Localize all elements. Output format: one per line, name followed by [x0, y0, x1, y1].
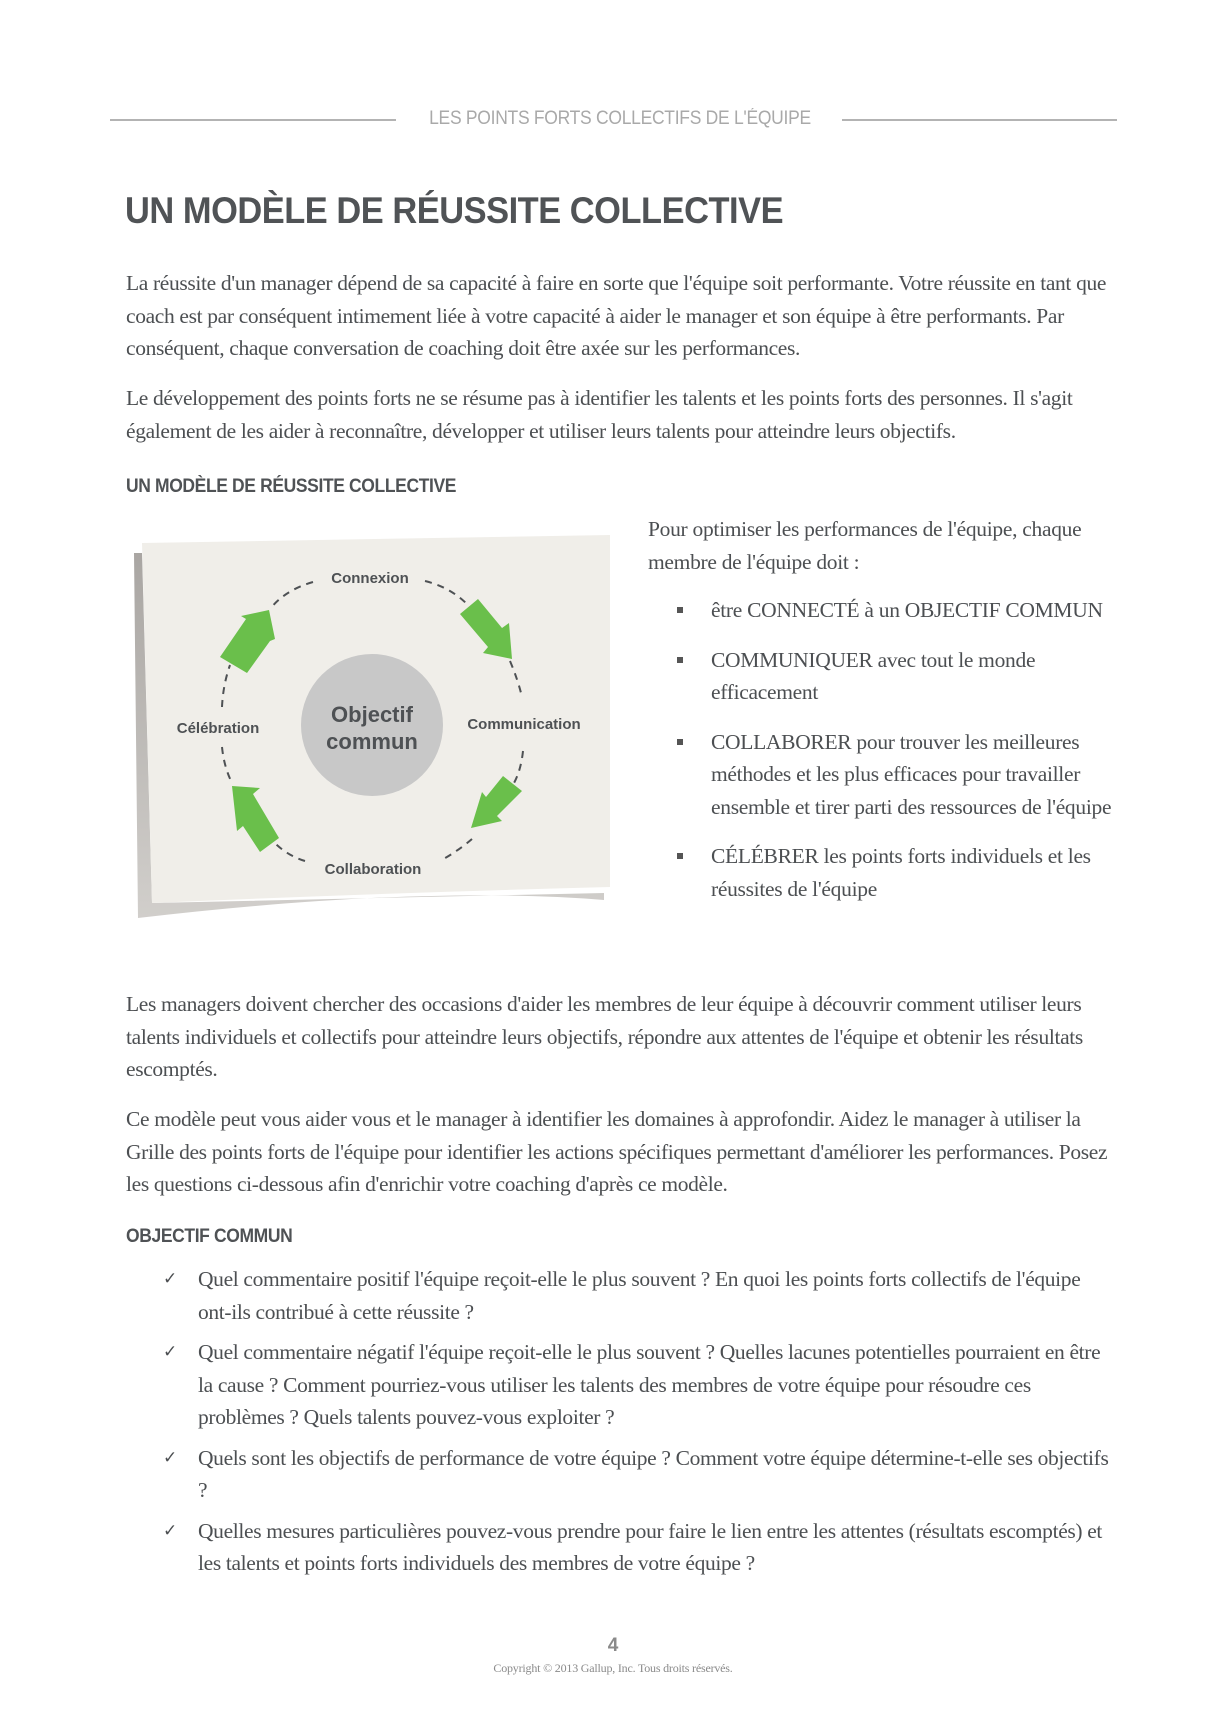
- question-text: Quel commentaire positif l'équipe reçoit-elle le plus souvent ? En quoi les points forts collectifs de l'équipe ont-ils contribué à cette réussite ?: [198, 1267, 1081, 1324]
- node-label-connexion: Connexion: [331, 570, 409, 587]
- model-bullet-list: [648, 594, 1118, 905]
- center-label-line2: commun: [326, 729, 418, 754]
- list-item: [163, 1336, 1113, 1434]
- question-text: Quels sont les objectifs de performance de votre équipe ? Comment votre équipe détermine-t-elle ses objectifs ?: [198, 1445, 1109, 1502]
- checkmark-icon: ✓: [163, 1520, 177, 1541]
- bullet-text: CÉLÉBRER les points forts individuels et les réussites de l'équipe: [711, 844, 1091, 901]
- list-item: [648, 594, 1118, 627]
- square-bullet-icon: [677, 657, 683, 663]
- model-section-heading: UN MODÈLE DE RÉUSSITE COLLECTIVE: [126, 476, 457, 497]
- checkmark-icon: ✓: [163, 1269, 177, 1289]
- list-item: [648, 726, 1118, 824]
- model-description: [648, 513, 1118, 922]
- square-bullet-icon: [677, 607, 683, 613]
- copyright-notice: Copyright © 2013 Gallup, Inc. Tous droits réservés.: [493, 1661, 733, 1675]
- node-label-communication: Communication: [467, 716, 581, 733]
- node-label-collaboration: Collaboration: [324, 861, 422, 878]
- running-header-label: LES POINTS FORTS COLLECTIFS DE L'ÉQUIPE: [429, 108, 811, 129]
- question-text: Quel commentaire négatif l'équipe reçoit-elle le plus souvent ? Quelles lacunes potentielles pourraient en être la cause ? Comment pourriez-vous utiliser les talents des membres de votre équipe pour résoudre ces problèmes ? Quels talents pouvez-vous exploiter ?: [198, 1340, 1101, 1429]
- checkmark-icon: ✓: [163, 1342, 177, 1362]
- header-rule-right: [842, 119, 1117, 121]
- model-intro-text: Pour optimiser les performances de l'équipe, chaque membre de l'équipe doit :: [648, 517, 1082, 574]
- page-number: 4: [607, 1635, 619, 1656]
- objectif-section-heading: OBJECTIF COMMUN: [126, 1226, 293, 1247]
- list-item: [648, 840, 1118, 905]
- list-item: [163, 1442, 1113, 1507]
- intro-paragraph-1: La réussite d'un manager dépend de sa capacité à faire en sorte que l'équipe soit performante. Votre réussite en tant que coach est par conséquent intimement liée à votre capacité à aider le manager et son équipe à être performants. Par conséquent, chaque conversation de coaching doit être axée sur les performances.: [126, 271, 1107, 360]
- page-title: UN MODÈLE DE RÉUSSITE COLLECTIVE: [125, 190, 784, 231]
- question-checklist: [163, 1263, 1113, 1588]
- body-paragraph-1: Les managers doivent chercher des occasions d'aider les membres de leur équipe à découvrir comment utiliser leurs talents individuels et collectifs pour atteindre leurs objectifs, répondre aux attentes de l'équipe et obtenir les résultats escomptés.: [126, 992, 1083, 1081]
- node-label-celebration: Célébration: [176, 720, 260, 737]
- square-bullet-icon: [677, 739, 683, 745]
- running-header: [110, 108, 1117, 132]
- success-model-diagram: [120, 515, 630, 945]
- intro-paragraph-2: Le développement des points forts ne se résume pas à identifier les talents et les points forts des personnes. Il s'agit également de les aider à reconnaître, développer et utiliser leurs talents pour atteindre leurs objectifs.: [126, 386, 1073, 443]
- square-bullet-icon: [677, 853, 683, 859]
- header-rule-left: [110, 119, 396, 121]
- list-item: [163, 1515, 1113, 1580]
- checkmark-icon: ✓: [163, 1447, 177, 1468]
- bullet-text: COMMUNIQUER avec tout le monde efficacement: [711, 647, 1036, 704]
- list-item: [648, 644, 1118, 709]
- center-label-line1: Objectif: [331, 702, 413, 727]
- list-item: [163, 1263, 1113, 1328]
- body-paragraph-2: Ce modèle peut vous aider vous et le manager à identifier les domaines à approfondir. Aidez le manager à utiliser la Grille des points forts de l'équipe pour identifier les actions spécifiques permettant d'améliorer les performances. Posez les questions ci-dessous afin d'enrichir votre coaching d'après ce modèle.: [126, 1107, 1108, 1196]
- bullet-text: COLLABORER pour trouver les meilleures méthodes et les plus efficaces pour travailler ensemble et tirer parti des ressources de l'équipe: [711, 729, 1112, 819]
- question-text: Quelles mesures particulières pouvez-vous prendre pour faire le lien entre les attentes (résultats escomptés) et les talents et points forts individuels des membres de votre équipe ?: [198, 1518, 1103, 1575]
- bullet-text: être CONNECTÉ à un OBJECTIF COMMUN: [711, 598, 1103, 622]
